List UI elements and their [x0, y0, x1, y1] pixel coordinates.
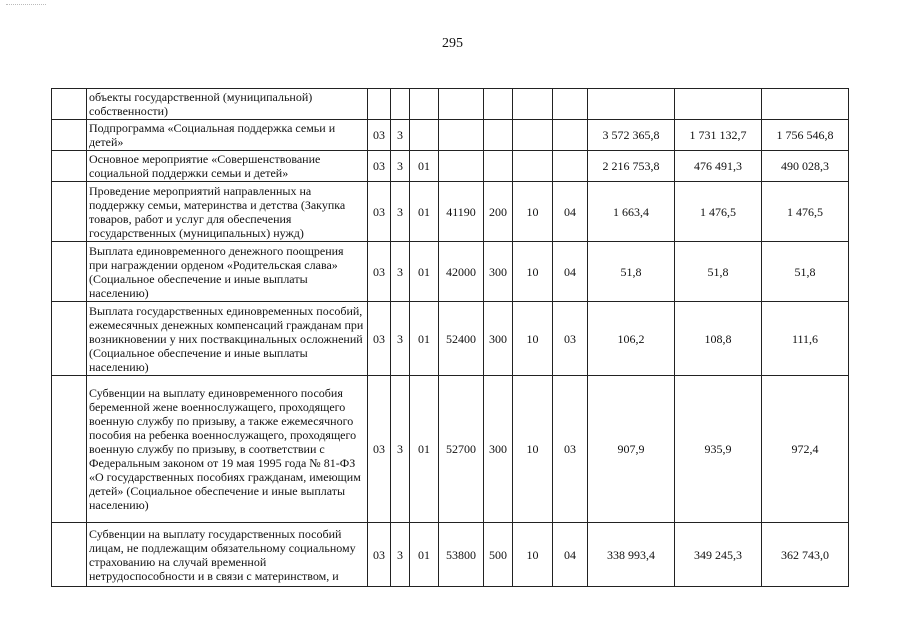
- amount-cell: 108,8: [675, 302, 762, 376]
- row-description: Субвенции на выплату единовременного пособия беременной жене военнослужащего, проходящего военную службу по призыву, а также ежемесячного пособия на ребенка военнослужащего, проходящего военную службу по призыву, в соответствии с Федеральным законом от 19 мая 1995 года № 81-ФЗ «О государственных пособиях гражданам, имеющим детей» (Социальное обеспечение и иные выплаты населению): [87, 376, 368, 523]
- row-description: объекты государственной (муниципальной) собственности): [87, 89, 368, 120]
- amount-cell: 349 245,3: [675, 523, 762, 587]
- code-cell: 04: [553, 242, 588, 302]
- code-cell: [391, 89, 410, 120]
- row-description: Выплата единовременного денежного поощрения при награждении орденом «Родительская слава» (Социальное обеспечение и иные выплаты населению): [87, 242, 368, 302]
- code-cell: 04: [553, 182, 588, 242]
- code-cell: [410, 89, 439, 120]
- code-cell: 300: [484, 242, 513, 302]
- amount-cell: 1 756 546,8: [762, 120, 849, 151]
- code-cell: 01: [410, 151, 439, 182]
- code-cell: 3: [391, 302, 410, 376]
- code-cell: 03: [368, 242, 391, 302]
- code-cell: 01: [410, 302, 439, 376]
- budget-table: [51, 88, 849, 587]
- row-description: Основное мероприятие «Совершенствование социальной поддержки семьи и детей»: [87, 151, 368, 182]
- code-cell: 03: [368, 376, 391, 523]
- code-cell: 300: [484, 376, 513, 523]
- row-blank-cell: [52, 151, 87, 182]
- code-cell: 3: [391, 242, 410, 302]
- code-cell: 03: [368, 182, 391, 242]
- code-cell: 03: [368, 523, 391, 587]
- amount-cell: 51,8: [675, 242, 762, 302]
- code-cell: 500: [484, 523, 513, 587]
- code-cell: 300: [484, 302, 513, 376]
- table-row: [52, 242, 849, 302]
- code-cell: 10: [513, 376, 553, 523]
- row-description: Проведение мероприятий направленных на поддержку семьи, материнства и детства (Закупка товаров, работ и услуг для обеспечения государственных (муниципальных) нужд): [87, 182, 368, 242]
- code-cell: 3: [391, 182, 410, 242]
- code-cell: 3: [391, 120, 410, 151]
- row-description: Выплата государственных единовременных пособий, ежемесячных денежных компенсаций гражданам при возникновении у них поствакцинальных осложнений (Социальное обеспечение и иные выплаты населению): [87, 302, 368, 376]
- amount-cell: 3 572 365,8: [588, 120, 675, 151]
- code-cell: [553, 151, 588, 182]
- amount-cell: [675, 89, 762, 120]
- row-description: Подпрограмма «Социальная поддержка семьи и детей»: [87, 120, 368, 151]
- amount-cell: 907,9: [588, 376, 675, 523]
- code-cell: [484, 89, 513, 120]
- table-row: [52, 182, 849, 242]
- row-blank-cell: [52, 120, 87, 151]
- amount-cell: 106,2: [588, 302, 675, 376]
- amount-cell: 2 216 753,8: [588, 151, 675, 182]
- code-cell: [513, 89, 553, 120]
- code-cell: 3: [391, 523, 410, 587]
- code-cell: 03: [553, 376, 588, 523]
- code-cell: [484, 151, 513, 182]
- amount-cell: 1 731 132,7: [675, 120, 762, 151]
- table-row: [52, 302, 849, 376]
- code-cell: 01: [410, 182, 439, 242]
- amount-cell: 51,8: [762, 242, 849, 302]
- code-cell: 03: [368, 302, 391, 376]
- amount-cell: 935,9: [675, 376, 762, 523]
- code-cell: 10: [513, 302, 553, 376]
- table-row: [52, 523, 849, 587]
- amount-cell: 490 028,3: [762, 151, 849, 182]
- code-cell: [513, 151, 553, 182]
- amount-cell: 1 663,4: [588, 182, 675, 242]
- amount-cell: 1 476,5: [675, 182, 762, 242]
- code-cell: [439, 89, 484, 120]
- page-number: 295: [442, 36, 463, 51]
- code-cell: [513, 120, 553, 151]
- table-row: [52, 120, 849, 151]
- table-row: [52, 89, 849, 120]
- row-description: Субвенции на выплату государственных пособий лицам, не подлежащим обязательному социальному страхованию на случай временной нетрудоспособности и в связи с материнством, и: [87, 523, 368, 587]
- code-cell: 52400: [439, 302, 484, 376]
- code-cell: 03: [553, 302, 588, 376]
- code-cell: [410, 120, 439, 151]
- code-cell: 53800: [439, 523, 484, 587]
- code-cell: 03: [368, 120, 391, 151]
- code-cell: 03: [368, 151, 391, 182]
- code-cell: [439, 120, 484, 151]
- code-cell: 200: [484, 182, 513, 242]
- amount-cell: 1 476,5: [762, 182, 849, 242]
- code-cell: 04: [553, 523, 588, 587]
- amount-cell: 476 491,3: [675, 151, 762, 182]
- code-cell: 10: [513, 523, 553, 587]
- code-cell: 01: [410, 523, 439, 587]
- table-row: [52, 376, 849, 523]
- amount-cell: 111,6: [762, 302, 849, 376]
- code-cell: 01: [410, 376, 439, 523]
- code-cell: 10: [513, 182, 553, 242]
- amount-cell: 972,4: [762, 376, 849, 523]
- code-cell: 42000: [439, 242, 484, 302]
- code-cell: [553, 89, 588, 120]
- amount-cell: 362 743,0: [762, 523, 849, 587]
- code-cell: 41190: [439, 182, 484, 242]
- code-cell: [368, 89, 391, 120]
- row-blank-cell: [52, 89, 87, 120]
- code-cell: 10: [513, 242, 553, 302]
- amount-cell: 338 993,4: [588, 523, 675, 587]
- code-cell: [484, 120, 513, 151]
- code-cell: [553, 120, 588, 151]
- code-cell: 01: [410, 242, 439, 302]
- row-blank-cell: [52, 182, 87, 242]
- amount-cell: 51,8: [588, 242, 675, 302]
- code-cell: 3: [391, 151, 410, 182]
- row-blank-cell: [52, 242, 87, 302]
- code-cell: [439, 151, 484, 182]
- code-cell: 3: [391, 376, 410, 523]
- scan-artifact: [6, 4, 46, 8]
- amount-cell: [588, 89, 675, 120]
- code-cell: 52700: [439, 376, 484, 523]
- row-blank-cell: [52, 523, 87, 587]
- row-blank-cell: [52, 302, 87, 376]
- table-row: [52, 151, 849, 182]
- row-blank-cell: [52, 376, 87, 523]
- amount-cell: [762, 89, 849, 120]
